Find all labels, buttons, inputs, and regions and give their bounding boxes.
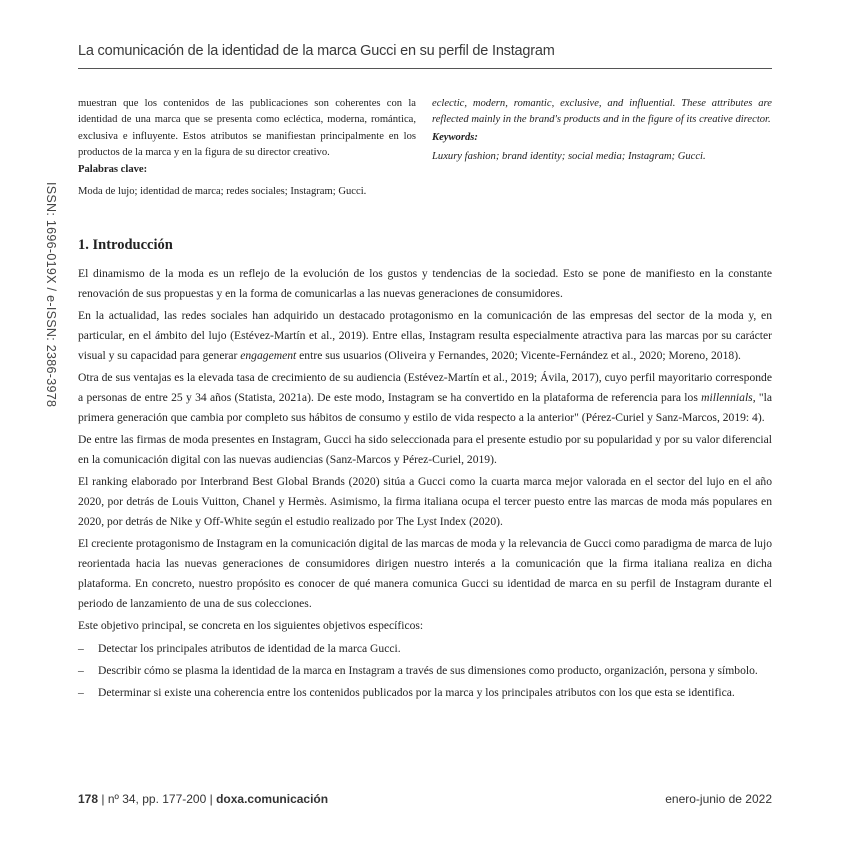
abstract-en-text: eclectic, modern, romantic, exclusive, and influential. These attributes are reflected mainly in the brand's products and in the figure of its creative director. [432, 98, 772, 126]
paragraph: El dinamismo de la moda es un reflejo de la evolución de los gustos y tendencias de la sociedad. Esto se pone de manifiesto en la constante renovación de sus propuestas y en la forma de comunicarlas a las nuevas generaciones de consumidores. [78, 267, 772, 300]
paragraph: El ranking elaborado por Interbrand Best Global Brands (2020) sitúa a Gucci como la cuarta marca mejor valorada en el sector del lujo en el año 2020, por detrás de Louis Vuitton, Chanel y Hermès. Asimismo, la firma italiana ocupa el tercer puesto entre las marcas de moda más populares en 2020, por detrás de Nike y Off-White según el estudio realizado por The Lyst Index (2020). [78, 475, 772, 528]
list-item: – Determinar si existe una coherencia entre los contenidos publicados por la marca y los principales atributos con los que esta se identifica. [78, 683, 772, 703]
bullet-dash: – [78, 641, 84, 655]
section-title: 1. Introducción [78, 237, 173, 253]
abstract-es-text: muestran que los contenidos de las publicaciones son coherentes con la identidad de una marca que se presenta como ecléctica, moderna, romántica, exclusiva e influyente. Estos atributos se manifiestan principalmente en los productos de la marca y en la figura de su director creativo. [78, 98, 416, 158]
paragraph: En la actualidad, las redes sociales han adquirido un destacado protagonismo en la comunicación de las empresas del sector de la moda y, en particular, en el ámbito del lujo (Estévez-Martín et al., 2019). Entre ellas, Instagram resulta especialmente atractiva para las marcas por su carácter visual y su capacidad para generar engagement entre sus usuarios (Oliveira y Fernandes, 2020; Vicente-Fernández et al., 2020; Moreno, 2018). [78, 309, 772, 362]
footer-date: enero-junio de 2022 [665, 792, 772, 806]
paragraph: Otra de sus ventajas es la elevada tasa de crecimiento de su audiencia (Estévez-Martín et al., 2019; Ávila, 2017), cuyo perfil mayoritario corresponde a personas de entre 25 y 34 años (Statista, 2021a). De este modo, Instagram se ha convertido en la plataforma de referencia para los millennials, "la primera generación que cambia por completo sus hábitos de consumo y estilo de vida respecto a la anterior" (Pérez-Curiel y Sanz-Marcos, 2019: 4). [78, 371, 772, 424]
keywords-es: Moda de lujo; identidad de marca; redes sociales; Instagram; Gucci. [78, 186, 367, 198]
paragraph: El creciente protagonismo de Instagram en la comunicación digital de las marcas de moda y la relevancia de Gucci como paradigma de marca de lujo reorientada hacia las nuevas generaciones de consumidores dirigen nuestro interés a la comunicación que la firma italiana realiza en dicha plataforma. En concreto, nuestro propósito es conocer de qué manera comunica Gucci su identidad de marca en su perfil de Instagram durante el periodo de lanzamiento de una de sus colecciones. [78, 537, 772, 610]
keywords-es-label: Palabras clave: [78, 164, 148, 176]
paragraph: Este objetivo principal, se concreta en los siguientes objetivos específicos: [78, 619, 424, 633]
bullet-dash: – [78, 663, 84, 677]
body-text [78, 264, 772, 706]
header-rule [78, 68, 772, 69]
list-item: – Describir cómo se plasma la identidad de la marca en Instagram a través de sus dimensiones como producto, organización, persona y símbolo. [78, 661, 772, 681]
journal-name: doxa.comunicación [216, 792, 329, 806]
paragraph: De entre las firmas de moda presentes en Instagram, Gucci ha sido seleccionada para el presente estudio por su popularidad y por su valor diferencial en la comunicación digital con las nuevas audiencias (Sanz-Marcos y Pérez-Curiel, 2019). [78, 433, 772, 466]
page-number: 178 [78, 792, 99, 806]
objectives-list [78, 639, 772, 704]
issn-sidebar: ISSN: 1696-019X / e-ISSN: 2386-3978 [44, 182, 58, 408]
footer-citation [78, 792, 328, 806]
bullet-dash: – [78, 686, 84, 700]
issue-info: | nº 34, pp. 177-200 | [98, 792, 217, 806]
list-item: – Detectar los principales atributos de identidad de la marca Gucci. [78, 639, 772, 659]
abstract-spanish [78, 96, 416, 201]
keywords-en: Luxury fashion; brand identity; social media; Instagram; Gucci. [432, 150, 706, 162]
running-header: La comunicación de la identidad de la marca Gucci en su perfil de Instagram [78, 43, 555, 59]
keywords-en-label: Keywords: [432, 131, 478, 143]
abstract-english [432, 96, 772, 165]
